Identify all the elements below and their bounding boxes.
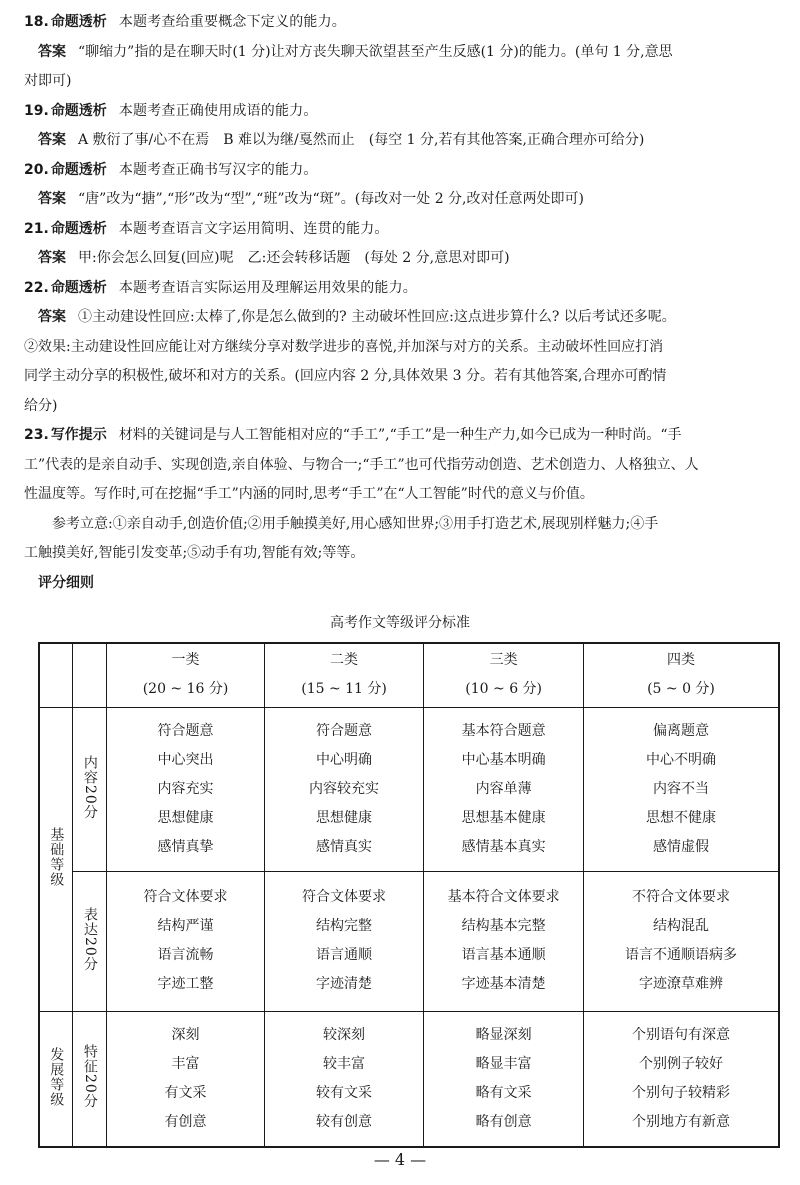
q20-answer — [24, 185, 784, 215]
question-number: 20. — [24, 161, 49, 178]
answer-text: “唐”改为“搪”,“形”改为“型”,“班”改为“斑”。(每改对一处 2 分,改对任意两处即可) — [78, 191, 584, 207]
q19-answer — [24, 126, 784, 156]
row-label: 内容20分 — [73, 707, 107, 871]
corner-cell — [73, 643, 107, 707]
question-number: 19. — [24, 102, 49, 119]
corner-cell — [39, 643, 73, 707]
answer-text: 甲:你会怎么回复(回应)呢 乙:还会转移话题 (每处 2 分,意思对即可) — [78, 250, 510, 266]
analysis-label: 命题透析 — [50, 220, 107, 237]
writing-tip-text: 性温度等。写作时,可在挖掘“手工”内涵的同时,思考“手工”在“人工智能”时代的意义与价值。 — [24, 486, 594, 502]
answer-text: ①主动建设性回应:太棒了,你是怎么做到的? 主动破坏性回应:这点进步算什么? 以后考试还多呢。 — [78, 309, 676, 325]
criteria-cell: 个别语句有深意 个别例子较好 个别句子较精彩 个别地方有新意 — [584, 1011, 780, 1147]
analysis-label: 命题透析 — [50, 279, 107, 296]
table-title: 高考作文等级评分标准 — [330, 615, 470, 631]
criteria-cell: 不符合文体要求 结构混乱 语言不通顺语病多 字迹潦草难辨 — [584, 871, 780, 1011]
answer-text: 同学主动分享的积极性,破坏和对方的关系。(回应内容 2 分,具体效果 3 分。若有其他答案,合理亦可酌情 — [24, 368, 667, 384]
analysis-text: 本题考查语言实际运用及理解运用效果的能力。 — [118, 279, 418, 296]
answer-text: “聊缩力”指的是在聊天时(1 分)让对方丧失聊天欲望甚至产生反感(1 分)的能力。(单句 1 分,意思 — [78, 43, 673, 60]
answer-label: 答案 — [38, 191, 66, 207]
header-row — [39, 643, 779, 707]
answers-section — [24, 8, 784, 598]
q21-analysis — [24, 215, 784, 245]
question-number: 21. — [24, 220, 49, 237]
row-label: 表达20分 — [73, 871, 107, 1011]
criteria-cell: 符合题意 中心突出 内容充实 思想健康 感情真挚 — [107, 707, 265, 871]
criteria-cell: 偏离题意 中心不明确 内容不当 思想不健康 感情虚假 — [584, 707, 780, 871]
analysis-label: 命题透析 — [50, 14, 107, 30]
criteria-cell: 较深刻 较丰富 较有文采 较有创意 — [264, 1011, 424, 1147]
q20-analysis — [24, 156, 784, 186]
content-row — [39, 707, 779, 871]
question-number: 23. — [24, 427, 49, 443]
analysis-label: 命题透析 — [50, 102, 107, 119]
answer-label: 答案 — [38, 132, 66, 148]
q21-answer — [24, 244, 784, 274]
reference-ideas: 参考立意:①亲自动手,创造价值;②用手触摸美好,用心感知世界;③用手打造艺术,展现别样魅力;④手 — [52, 515, 659, 532]
analysis-text: 本题考查给重要概念下定义的能力。 — [118, 14, 347, 30]
q18-answer — [24, 38, 784, 68]
answer-text: 对即可) — [24, 73, 72, 89]
criteria-cell: 符合文体要求 结构严谨 语言流畅 字迹工整 — [107, 871, 265, 1011]
grade-header: 一类 (20 ~ 16 分) — [107, 643, 265, 707]
q18-analysis — [24, 8, 784, 38]
answer-text: ②效果:主动建设性回应能让对方继续分享对数学进步的喜悦,并加深与对方的关系。主动破坏性回应打消 — [24, 338, 664, 355]
writing-tip-text: 材料的关键词是与人工智能相对应的“手工”,“手工”是一种生产力,如今已成为一种时尚。“手 — [118, 427, 682, 443]
q22-answer — [24, 303, 784, 333]
feature-row — [39, 1011, 779, 1147]
reference-ideas: 工触摸美好,智能引发变革;⑤动手有功,智能有效;等等。 — [24, 545, 365, 561]
q19-analysis — [24, 97, 784, 127]
grade-header: 二类 (15 ~ 11 分) — [264, 643, 424, 707]
criteria-cell: 符合题意 中心明确 内容较充实 思想健康 感情真实 — [264, 707, 424, 871]
page-number: — 4 — — [373, 1150, 427, 1169]
criteria-cell: 符合文体要求 结构完整 语言通顺 字迹清楚 — [264, 871, 424, 1011]
q23-writing-tip — [24, 421, 784, 451]
grade-header: 四类 (5 ~ 0 分) — [584, 643, 780, 707]
analysis-label: 命题透析 — [50, 161, 107, 178]
criteria-cell: 略显深刻 略显丰富 略有文采 略有创意 — [424, 1011, 584, 1147]
criteria-cell: 基本符合文体要求 结构基本完整 语言基本通顺 字迹基本清楚 — [424, 871, 584, 1011]
grade-header: 三类 (10 ~ 6 分) — [424, 643, 584, 707]
q22-analysis — [24, 274, 784, 304]
answer-text: A 敷衍了事/心不在焉 B 难以为继/戛然而止 (每空 1 分,若有其他答案,正确合理亦可给分) — [78, 132, 645, 148]
analysis-text: 本题考查正确书写汉字的能力。 — [118, 161, 318, 178]
writing-tip-text: 工”代表的是亲自动手、实现创造,亲自体验、与物合一;“手工”也可代指劳动创造、艺术创造力、人格独立、人 — [24, 456, 699, 473]
answer-label: 答案 — [38, 43, 66, 60]
expression-row — [39, 871, 779, 1011]
analysis-text: 本题考查正确使用成语的能力。 — [118, 102, 318, 119]
question-number: 22. — [24, 279, 49, 296]
answer-text: 给分) — [24, 397, 58, 414]
rubric-label: 评分细则 — [38, 574, 94, 591]
answer-label: 答案 — [38, 250, 66, 266]
writing-tip-label: 写作提示 — [50, 427, 107, 443]
row-label: 特征20分 — [73, 1011, 107, 1147]
development-level-group: 发展等级 — [39, 1011, 73, 1147]
answer-label: 答案 — [38, 309, 66, 325]
grading-table — [38, 642, 780, 1148]
criteria-cell: 基本符合题意 中心基本明确 内容单薄 思想基本健康 感情基本真实 — [424, 707, 584, 871]
basic-level-group: 基础等级 — [39, 707, 73, 1011]
analysis-text: 本题考查语言文字运用简明、连贯的能力。 — [118, 220, 389, 237]
criteria-cell: 深刻 丰富 有文采 有创意 — [107, 1011, 265, 1147]
question-number: 18. — [24, 14, 49, 30]
